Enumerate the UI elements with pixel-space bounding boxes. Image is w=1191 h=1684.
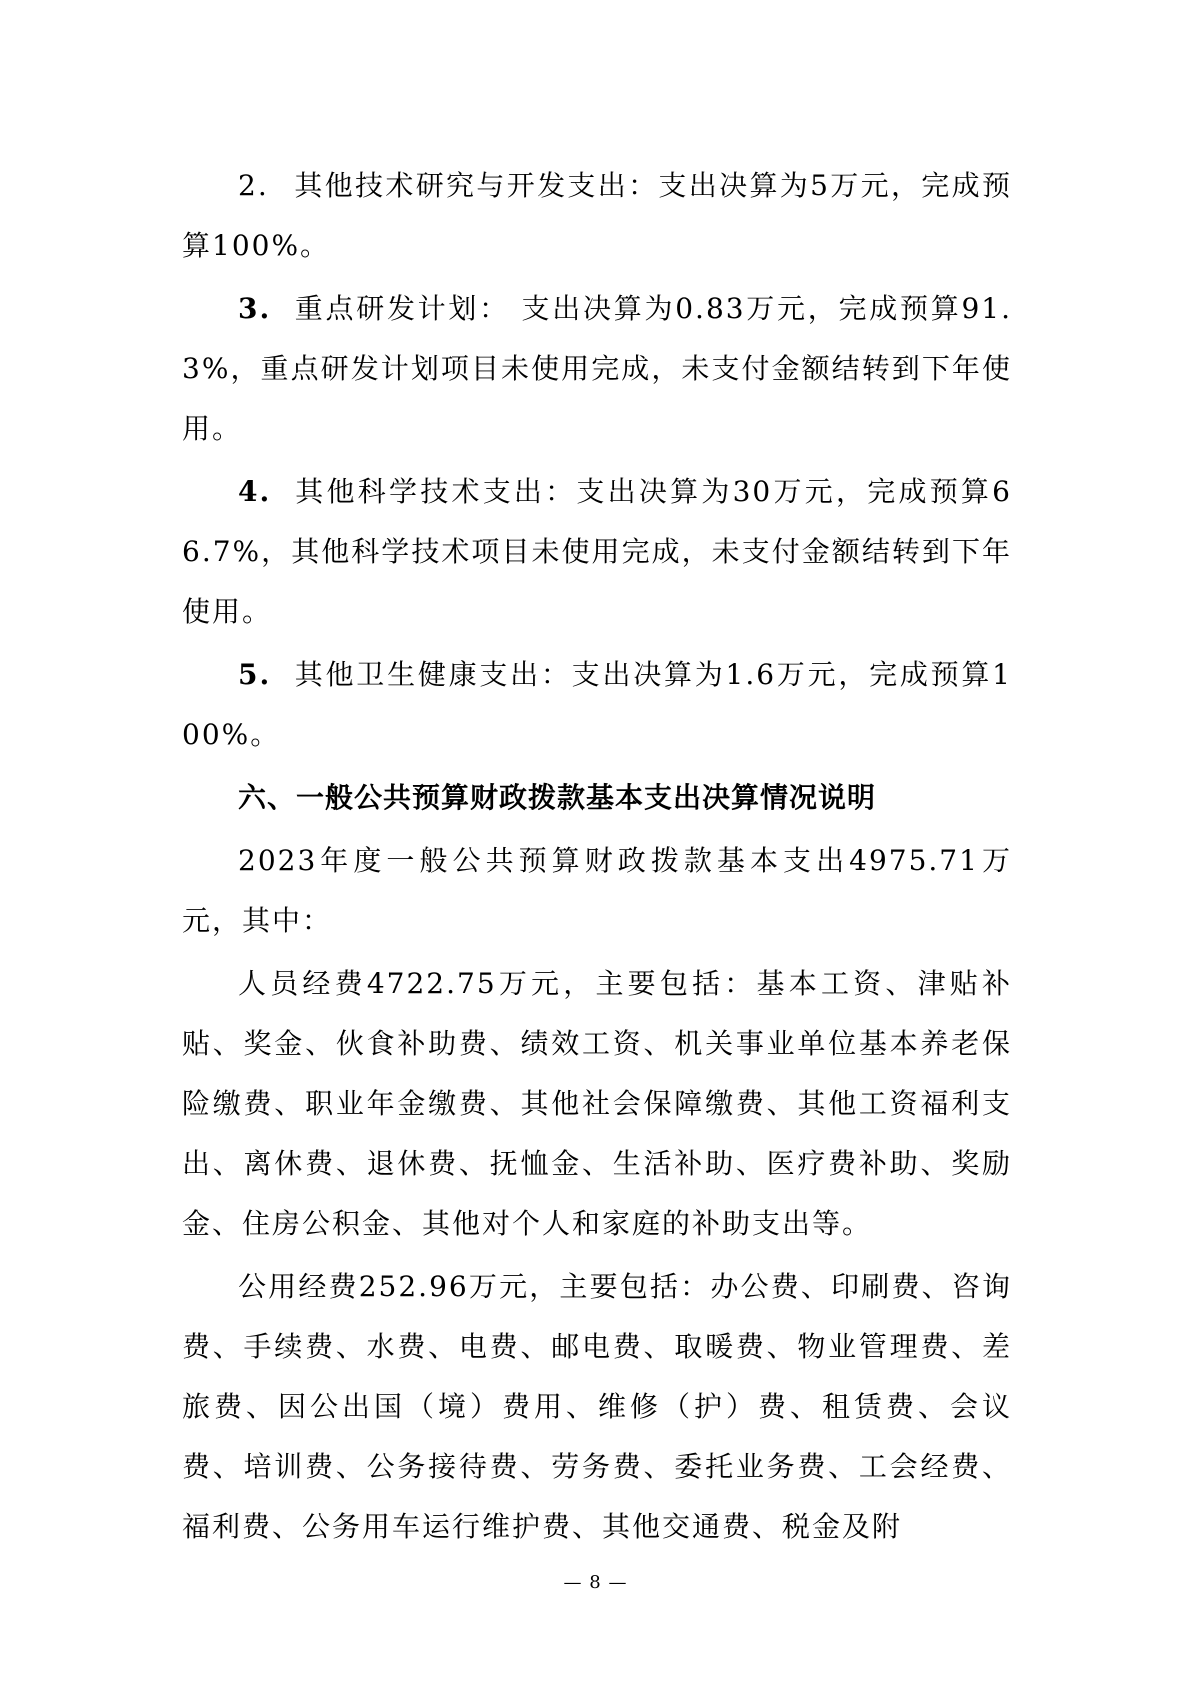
item-paragraph-2 (182, 156, 1012, 276)
item-number: 3. (238, 292, 272, 325)
item-number: 5. (238, 658, 272, 691)
personnel-expense-paragraph: 人员经费4722.75万元，主要包括：基本工资、津贴补贴、奖金、伙食补助费、绩效工资、机关事业单位基本养老保险缴费、职业年金缴费、其他社会保障缴费、其他工资福利支出、离休费、退休费、抚恤金、生活补助、医疗费补助、奖励金、住房公积金、其他对个人和家庭的补助支出等。 (182, 967, 1012, 1240)
public-expense-paragraph: 公用经费252.96万元，主要包括：办公费、印刷费、咨询费、手续费、水费、电费、邮电费、取暖费、物业管理费、差旅费、因公出国（境）费用、维修（护）费、租赁费、会议费、培训费、公务接待费、劳务费、委托业务费、工会经费、福利费、公务用车运行维护费、其他交通费、税金及附 (182, 1270, 1012, 1543)
document-body (182, 156, 1012, 1560)
item-number: 4. (238, 475, 272, 508)
item-text: 重点研发计划： 支出决算为0.83万元，完成预算91.3%，重点研发计划项目未使用完成，未支付金额结转到下年使用。 (182, 292, 1012, 445)
item-paragraph-5 (182, 645, 1012, 765)
item-number: 2. (238, 169, 269, 202)
section-heading: 六、一般公共预算财政拨款基本支出决算情况说明 (238, 781, 877, 814)
page-number: — 8 — (563, 1572, 628, 1593)
summary-paragraph: 2023年度一般公共预算财政拨款基本支出4975.71万元，其中： (182, 844, 1012, 937)
item-text: 其他技术研究与开发支出：支出决算为5万元，完成预算100%。 (182, 169, 1012, 262)
item-text: 其他科学技术支出：支出决算为30万元，完成预算66.7%，其他科学技术项目未使用完成，未支付金额结转到下年使用。 (182, 475, 1012, 628)
item-paragraph-4 (182, 462, 1012, 642)
item-paragraph-3 (182, 279, 1012, 459)
item-text: 其他卫生健康支出：支出决算为1.6万元，完成预算100%。 (182, 658, 1012, 751)
